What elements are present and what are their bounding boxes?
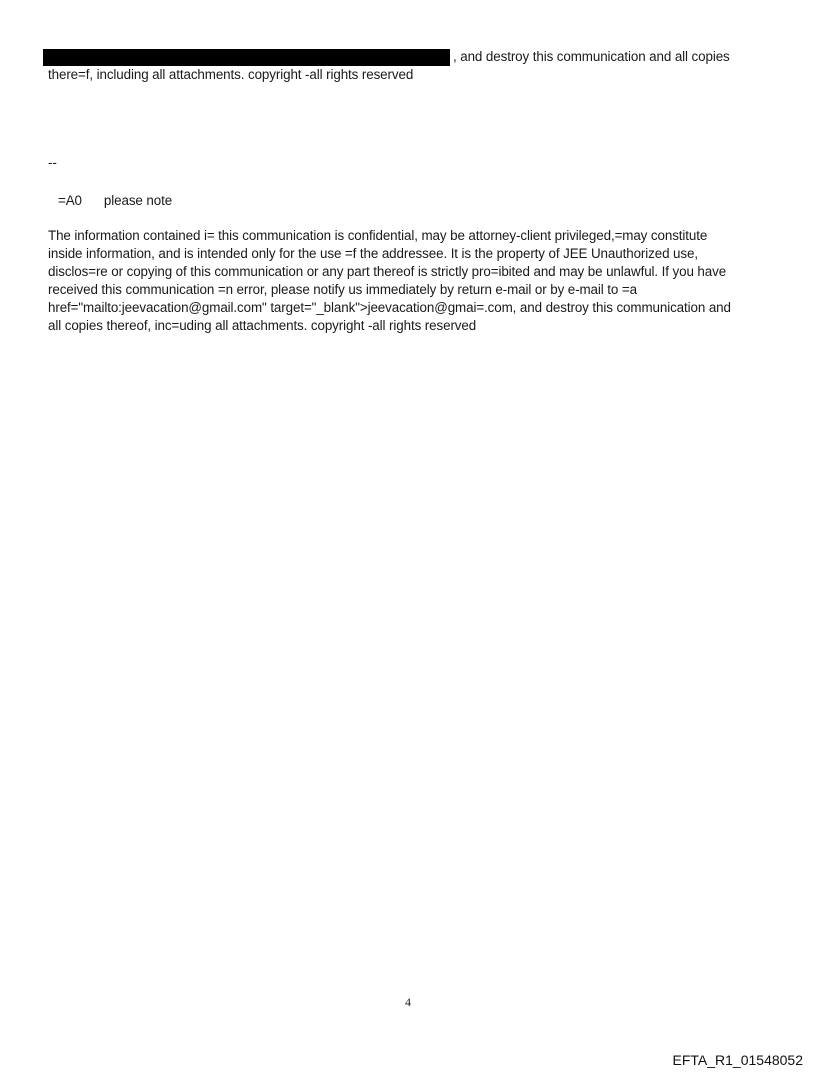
note-prefix: =A0 (58, 193, 82, 208)
notice-line-3: disclos=re or copying of this communication or any part thereof is strictly pro=ibited and may be unlawful. If you have (48, 264, 727, 279)
signature-separator: -- (48, 155, 57, 170)
redaction-block (43, 49, 450, 66)
notice-line-2: inside information, and is intended only for the use =f the addressee. It is the property of JEE Unauthorized use, (48, 246, 698, 261)
notice-line-1: The information contained i= this communication is confidential, may be attorney-client privileged,=may constitute (48, 228, 708, 243)
header-fragment-line-2: there=f, including all attachments. copyright -all rights reserved (48, 67, 414, 82)
notice-line-6: all copies thereof, inc=uding all attachments. copyright -all rights reserved (48, 318, 477, 333)
notice-line-4: received this communication =n error, please notify us immediately by return e-mail or by e-mail to =a (48, 282, 637, 297)
document-id: EFTA_R1_01548052 (672, 1052, 803, 1068)
header-fragment-line-1: , and destroy this communication and all copies (453, 49, 730, 64)
page-number: 4 (405, 995, 411, 1009)
notice-line-5: href="mailto:jeevacation@gmail.com" target="_blank">jeevacation@gmai=.com, and destroy this communication and (48, 300, 731, 315)
note-label: please note (103, 193, 173, 208)
note-heading (58, 192, 172, 210)
